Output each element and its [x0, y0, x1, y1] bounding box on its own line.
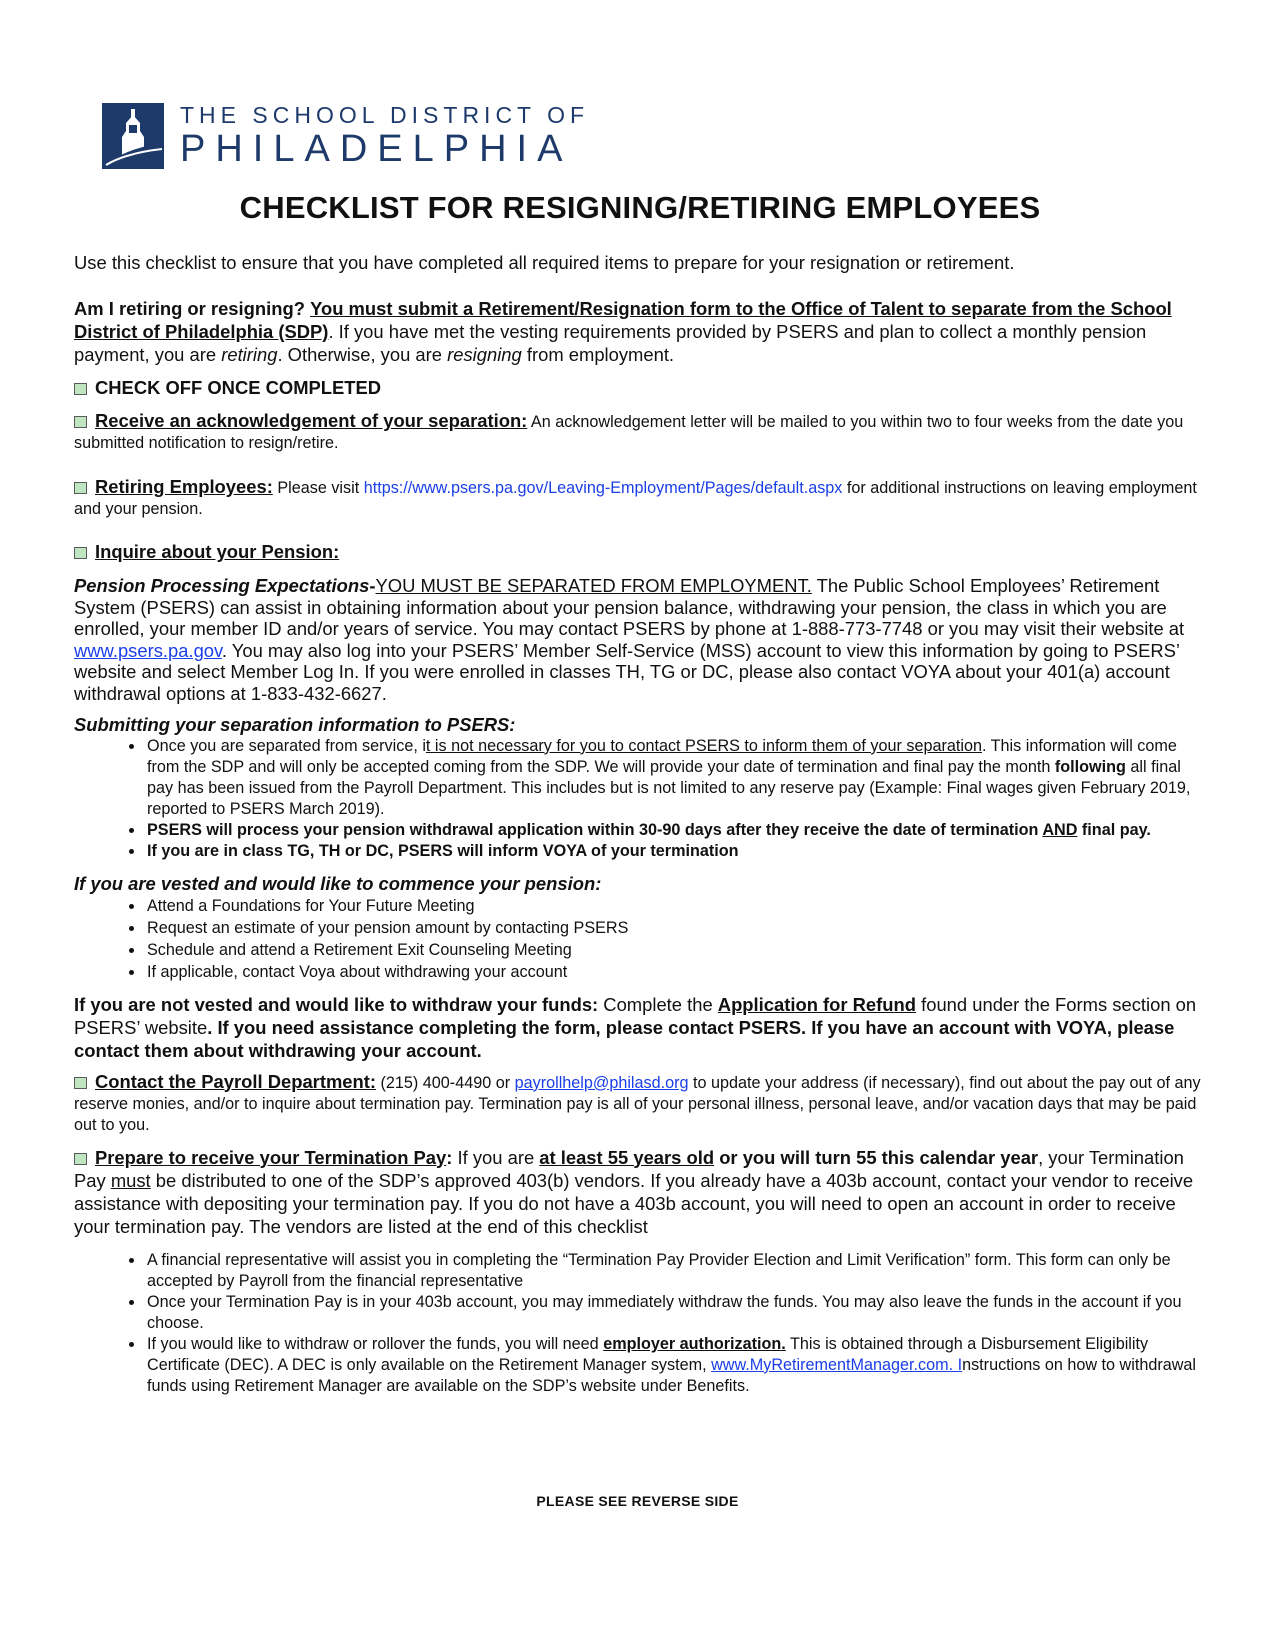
pension-expectations: Pension Processing Expectations-YOU MUST BE SEPARATED FROM EMPLOYMENT. The Public School Employees’ Retirement System (PSERS) can assist in obtaining information about your pension balance, withdrawing your pension, the class in which you are enrolled, your member ID and/or years of service. You may contact PSERS by phone at 1-888-773-7748 or you may visit their website at www.psers.pa.gov. You may also log into your PSERS’ Member Self-Service (MSS) account to view this information by going to PSERS’ website and select Member Log In. If you were enrolled in classes TH, TG or DC, please also contact VOYA about your 401(a) account withdrawal options at 1-833-432-6627. — [74, 575, 1185, 704]
pension-heading: Inquire about your Pension: — [74, 540, 1206, 563]
footer-note: PLEASE SEE REVERSE SIDE — [536, 1493, 739, 1509]
retire-or-resign-paragraph: Am I retiring or resigning? You must submit a Retirement/Resignation form to the Office of Talent to separate from the School District of Philadelphia (SDP). If you have met the vesting requirements provided by PSERS and plan to collect a monthly pension payment, you are retiring. Otherwise, you are resigning from employment. — [74, 298, 1172, 365]
termination-list — [74, 1250, 1206, 1397]
retirement-manager-link[interactable]: www.MyRetirementManager.com. I — [711, 1355, 963, 1374]
checkbox-acknowledgement[interactable] — [74, 416, 87, 428]
payroll-item: Contact the Payroll Department: (215) 400-4490 or payrollhelp@philasd.org to update your address (if necessary), find out about the pay out of any reserve monies, and/or to inquire about termination pay. Termination pay is all of your personal illness, personal leave, and/or vacation days that may be paid out to you. — [74, 1070, 1201, 1134]
list-item: • Schedule and attend a Retirement Exit Counseling Meeting — [145, 939, 1206, 961]
list-item: • Once you are separated from service, it is not necessary for you to contact PSERS to inform them of your separation. This information will come from the SDP and will only be accepted coming from the SDP. We will provide your date of termination and final pay the month following all final pay has been issued from the Payroll Department. This includes but is not limited to any reserve pay (Example: Final wages given February 2019, reported to PSERS March 2019). — [145, 736, 1206, 820]
payroll-email-link[interactable]: payrollhelp@philasd.org — [514, 1073, 689, 1092]
submitting-heading: Submitting your separation information to PSERS: — [74, 713, 516, 735]
document-page — [74, 100, 1206, 1397]
question-requirement: You must submit a Retirement/Resignation form to the Office of Talent to separate from the School District of Philadelphia (SDP) — [74, 298, 1172, 342]
checkbox-icon[interactable] — [74, 383, 87, 395]
checkbox-payroll[interactable] — [74, 1077, 87, 1089]
checkbox-pension[interactable] — [74, 547, 87, 559]
not-vested-paragraph: If you are not vested and would like to withdraw your funds: Complete the Application for Refund found under the Forms section on PSERS’ website. If you need assistance completing the form, please contact PSERS. If you have an account with VOYA, please contact them about withdrawing your account. — [74, 993, 1197, 1061]
page-title: CHECKLIST FOR RESIGNING/RETIRING EMPLOYEES — [239, 190, 1041, 225]
checkbox-retiring[interactable] — [74, 482, 87, 494]
logo-line-1: THE SCHOOL DISTRICT OF — [180, 102, 590, 128]
list-item: • Attend a Foundations for Your Future Meeting — [145, 895, 1206, 917]
termination-pay-item: Prepare to receive your Termination Pay: If you are at least 55 years old or you will turn 55 this calendar year, your Termination Pay must be distributed to one of the SDP’s approved 403(b) vendors. If you already have a 403b account, contact your vendor to receive assistance with depositing your termination pay. If you do not have a 403b account, you will need to open an account in order to receive your termination pay. The vendors are listed at the end of this checklist — [74, 1146, 1194, 1237]
psers-leaving-employment-link[interactable]: https://www.psers.pa.gov/Leaving-Employment/Pages/default.aspx — [363, 479, 843, 497]
psers-website-link[interactable]: www.psers.pa.gov — [74, 639, 222, 661]
list-item: • If you would like to withdraw or rollover the funds, you will need employer authorization. This is obtained through a Disbursement Eligibility Certificate (DEC). A DEC is only available on the Retirement Manager system, www.MyRetirementManager.com. Instructions on how to withdrawal funds using Retirement Manager are available on the SDP’s website under Benefits. — [145, 1334, 1206, 1397]
intro-text: Use this checklist to ensure that you have completed all required items to prepare for your resignation or retirement. — [74, 252, 1015, 273]
logo-line-2: PHILADELPHIA — [180, 128, 573, 170]
list-item: • Request an estimate of your pension amount by contacting PSERS — [145, 917, 1206, 939]
list-item: • Once your Termination Pay is in your 403b account, you may immediately withdraw the funds. You may also leave the funds in the account if you choose. — [145, 1292, 1206, 1334]
retiring-employees-item: Retiring Employees: Please visit https://www.psers.pa.gov/Leaving-Employment/Pages/default.aspx for additional instructions on leaving employment and your pension. — [74, 476, 1197, 518]
check-off-heading: CHECK OFF ONCE COMPLETED — [74, 376, 1206, 400]
list-item: • If applicable, contact Voya about withdrawing your account — [145, 961, 1206, 983]
acknowledgement-item: Receive an acknowledgement of your separation: An acknowledgement letter will be mailed to you within two to four weeks from the date you submitted notification to resign/retire. — [74, 410, 1184, 452]
list-item: • If you are in class TG, TH or DC, PSERS will inform VOYA of your termination — [145, 841, 1206, 862]
vested-heading: If you are vested and would like to commence your pension: — [74, 872, 602, 894]
submitting-list — [74, 736, 1206, 862]
list-item: • A financial representative will assist you in completing the “Termination Pay Provider Election and Limit Verification” form. This form can only be accepted by Payroll from the financial representative — [145, 1250, 1206, 1292]
list-item: • PSERS will process your pension withdrawal application within 30-90 days after they receive the date of termination AND final pay. — [145, 820, 1206, 841]
district-logo — [102, 100, 1206, 172]
checkbox-termination[interactable] — [74, 1153, 87, 1165]
bell-tower-seal-icon — [102, 103, 164, 169]
vested-list — [74, 895, 1206, 983]
question-lead: Am I retiring or resigning? — [74, 298, 305, 319]
